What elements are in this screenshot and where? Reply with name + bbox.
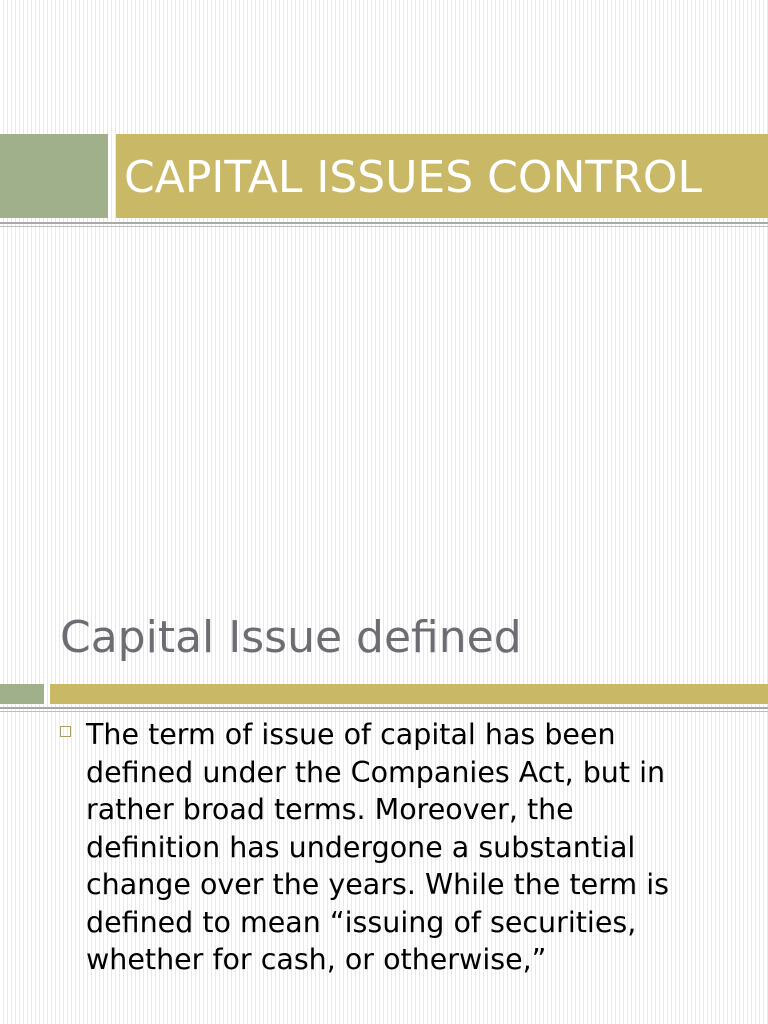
square-bullet-icon xyxy=(60,726,71,737)
slide-title: Capital Issue defined xyxy=(60,612,522,663)
divider-line xyxy=(0,707,768,709)
bullet-text-line: whether for cash, or otherwise,” xyxy=(86,943,547,976)
bullet-text-line: defined under the Companies Act, but in xyxy=(86,755,666,789)
bullet-text-line: The term of issue of capital has been xyxy=(86,718,616,751)
slide-title: CAPITAL ISSUES CONTROL xyxy=(124,152,703,203)
divider-line xyxy=(0,226,768,227)
divider-line xyxy=(0,222,768,224)
bullet-text-line: change over the years. While the term is xyxy=(86,868,669,901)
bullet-text-line: defined to mean “issuing of securities, xyxy=(86,905,637,939)
title-accent-square xyxy=(0,684,44,704)
bullet-text xyxy=(86,716,746,979)
title-band xyxy=(50,684,768,704)
bullet-text-line: rather broad terms. Moreover, the xyxy=(86,793,574,826)
divider-line xyxy=(0,711,768,712)
slide-2 xyxy=(0,512,768,1024)
title-accent-square xyxy=(0,134,108,218)
bullet-text-line: definition has undergone a substantial xyxy=(86,830,636,864)
